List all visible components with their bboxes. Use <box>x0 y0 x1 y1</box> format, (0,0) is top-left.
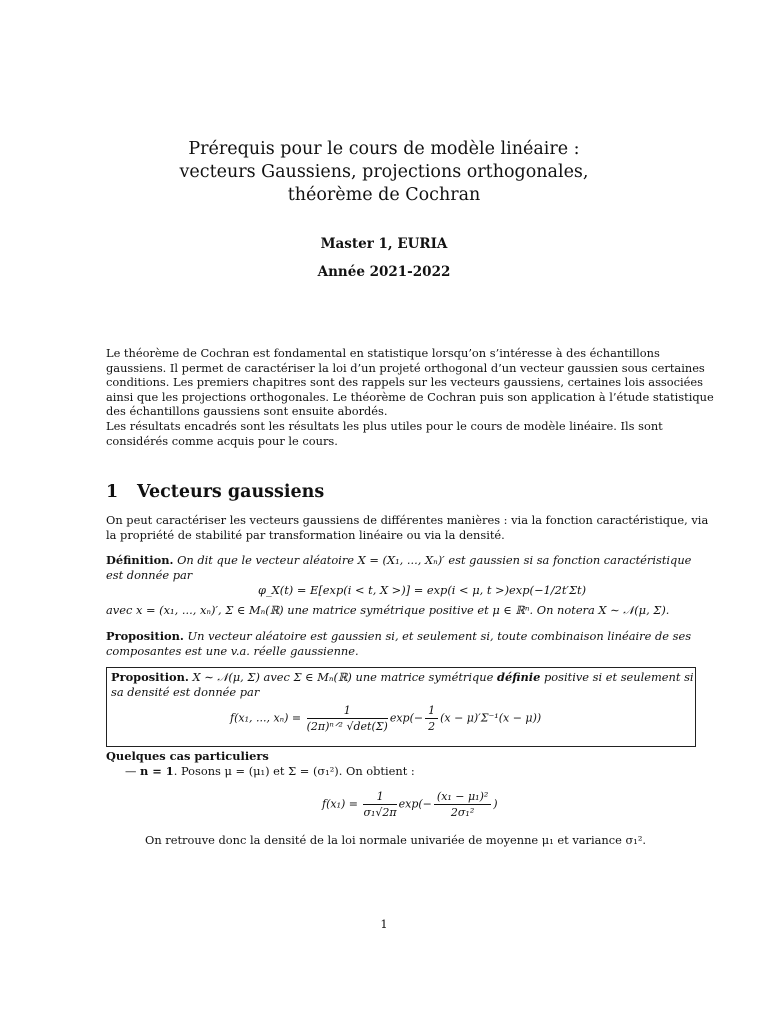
definition-text: On dit que le vecteur aléatoire X = (X₁, ..., Xₙ)′ est gaussien si sa fonction caractéristique <box>177 553 692 567</box>
density-rhs: (x − μ)′Σ⁻¹(x − μ)) <box>440 711 542 725</box>
univariate-fraction <box>363 790 396 819</box>
title-line-2: vecteurs Gaussiens, projections orthogonales, <box>179 162 589 182</box>
intro-line: la propriété de stabilité par transformation linéaire ou via la densité. <box>106 527 505 542</box>
proposition-text: positive si et seulement si <box>544 670 694 684</box>
univariate-close: ) <box>493 797 498 811</box>
fraction-denominator: (2π)ⁿᐟ² √det(Σ) <box>306 720 388 733</box>
course-name: Master 1, EURIA <box>320 236 448 252</box>
proposition-text: sa densité est donnée par <box>111 684 260 699</box>
univariate-density-formula <box>322 790 498 819</box>
dash-marker: — <box>125 764 137 778</box>
abstract-line: gaussiens. Il permet de caractériser la loi d’un projeté orthogonal d’un vecteur gaussien sous certaines <box>106 360 705 375</box>
academic-year: Année 2021-2022 <box>317 264 451 280</box>
proposition-text: X ∼ 𝒩(μ, Σ) avec Σ ∈ Mₙ(ℝ) une matrice symétrique <box>192 670 494 684</box>
definition-label: Définition. <box>106 553 174 567</box>
section-number: 1 <box>106 482 119 502</box>
proposition-2 <box>111 670 694 699</box>
half-fraction <box>425 704 438 733</box>
proposition-label: Proposition. <box>106 629 184 643</box>
page-number: 1 <box>380 917 388 931</box>
fraction-numerator: 1 <box>425 704 438 719</box>
abstract-line: Le théorème de Cochran est fondamental en statistique lorsqu’on s’intéresse à des échantillons <box>106 346 660 360</box>
abstract-line: considérés comme acquis pour le cours. <box>106 433 338 448</box>
univariate-exp: exp(− <box>398 797 432 811</box>
fraction-denominator: σ₁√2π <box>363 806 397 819</box>
abstract-line: ainsi que les projections orthogonales. Le théorème de Cochran puis son application à l’étude statistique <box>106 389 714 404</box>
abstract-line: des échantillons gaussiens sont ensuite abordés. <box>106 404 388 419</box>
case-n1 <box>125 764 715 779</box>
emphasis-definie: définie <box>497 670 541 684</box>
fraction-denominator: 2σ₁² <box>450 806 475 819</box>
document-title <box>0 138 768 207</box>
case-text: . Posons μ = (μ₁) et Σ = (σ₁²). On obtient : <box>173 764 415 778</box>
special-cases-heading: Quelques cas particuliers <box>106 749 269 763</box>
density-formula <box>230 704 541 733</box>
case-conclusion: On retrouve donc la densité de la loi normale univariée de moyenne μ₁ et variance σ₁². <box>145 833 647 847</box>
abstract-line: Les résultats encadrés sont les résultats les plus utiles pour le cours de modèle linéaire. Ils sont <box>106 418 663 433</box>
fraction-denominator: 2 <box>428 720 436 733</box>
section-title: Vecteurs gaussiens <box>137 482 325 502</box>
intro-line: On peut caractériser les vecteurs gaussiens de différentes manières : via la fonction caractéristique, via <box>106 513 709 527</box>
exponent-fraction <box>434 790 491 819</box>
case-label: n = 1 <box>140 764 174 778</box>
proposition-text: composantes est une v.a. réelle gaussienne. <box>106 643 359 658</box>
proposition-1 <box>106 629 696 658</box>
fraction-numerator: (x₁ − μ₁)² <box>434 790 491 805</box>
abstract <box>106 346 714 448</box>
definition-text: est donnée par <box>106 567 193 582</box>
fraction-numerator: 1 <box>363 790 396 805</box>
density-lhs: f(x₁, ..., xₙ) = <box>230 711 302 725</box>
definition-after: avec x = (x₁, ..., xₙ)′, Σ ∈ Mₙ(ℝ) une matrice symétrique positive et μ ∈ ℝⁿ. On notera X ∼ 𝒩(μ, Σ). <box>106 603 670 617</box>
characteristic-function-formula: φ_X(t) = E[exp(i < t, X >)] = exp(i < μ, t >)exp(−1/2t′Σt) <box>258 583 587 597</box>
density-exp: exp(− <box>389 711 424 725</box>
definition-block <box>106 553 696 582</box>
abstract-line: conditions. Les premiers chapitres sont des rappels sur les vecteurs gaussiens, certaines lois associées <box>106 375 703 390</box>
proposition-label: Proposition. <box>111 670 189 684</box>
univariate-lhs: f(x₁) = <box>322 797 358 811</box>
section-intro <box>106 513 709 542</box>
title-line-1: Prérequis pour le cours de modèle linéaire : <box>188 139 580 159</box>
fraction-numerator: 1 <box>307 704 388 719</box>
section-heading <box>106 482 324 502</box>
density-fraction <box>307 704 388 733</box>
title-line-3: théorème de Cochran <box>287 185 481 205</box>
proposition-text: Un vecteur aléatoire est gaussien si, et seulement si, toute combinaison linéaire de ses <box>187 629 692 643</box>
